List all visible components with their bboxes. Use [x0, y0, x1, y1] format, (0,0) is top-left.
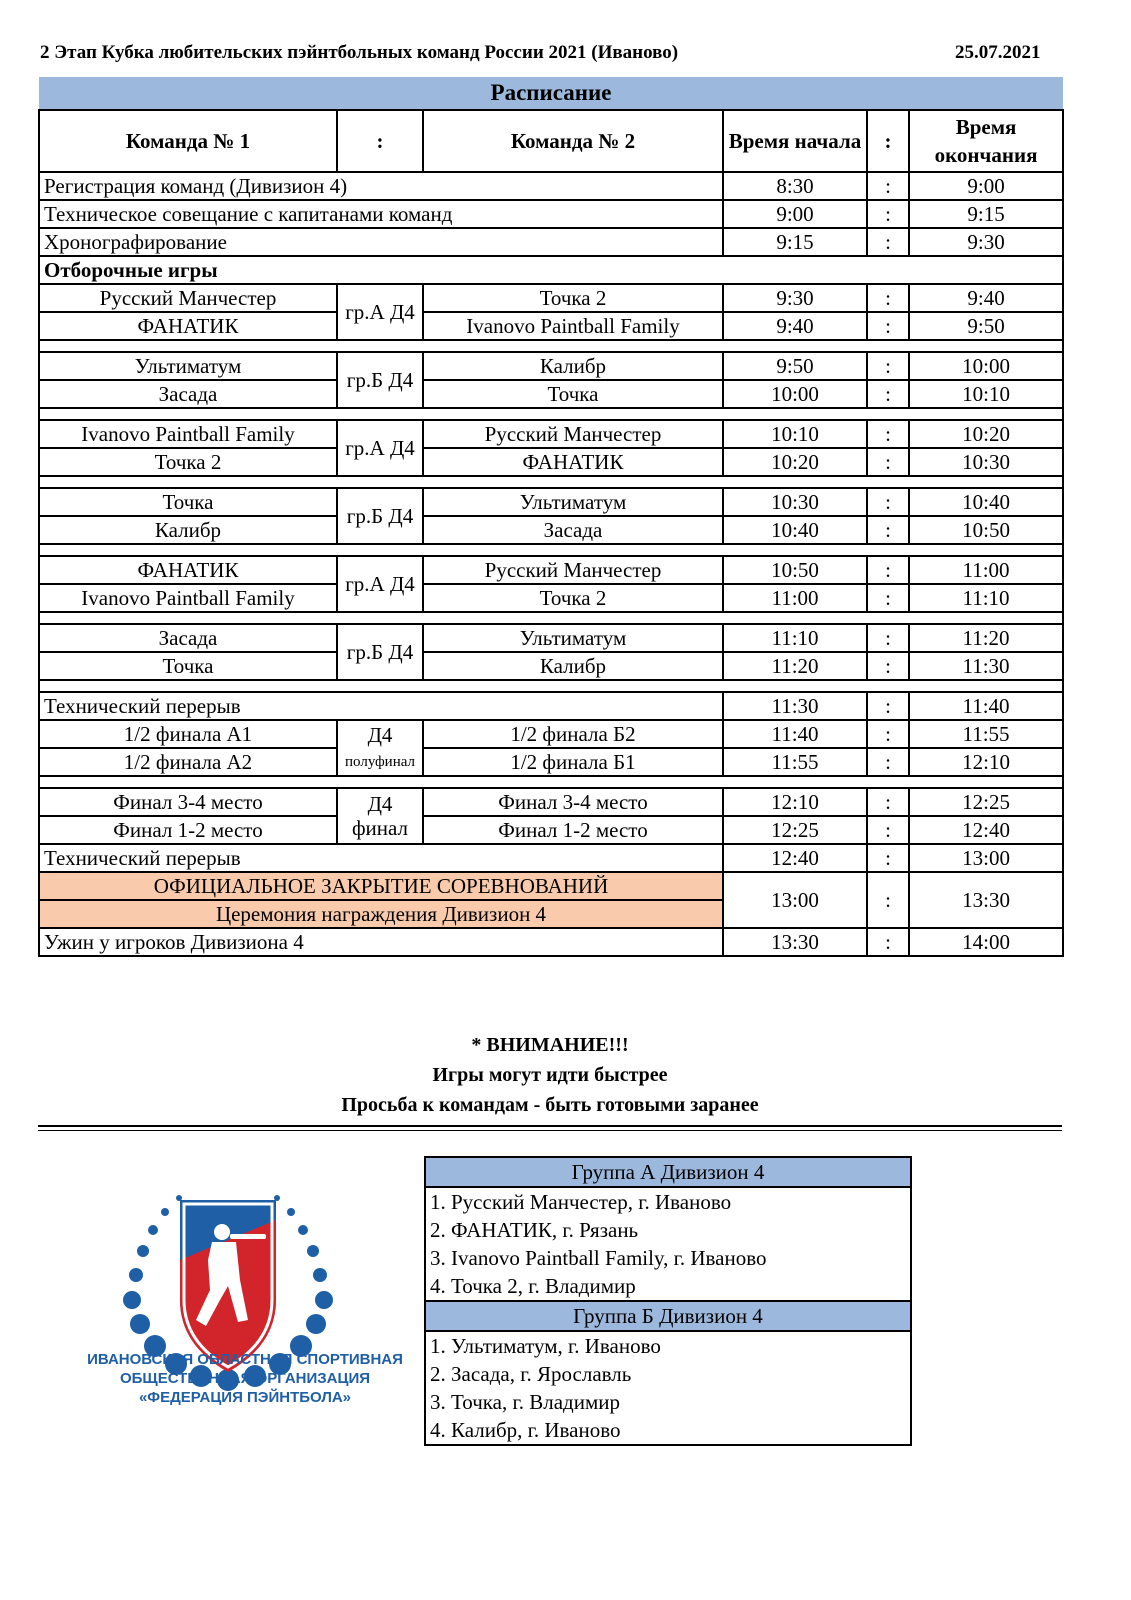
closing-title: ОФИЦИАЛЬНОЕ ЗАКРЫТИЕ СОРЕВНОВАНИЙ: [39, 872, 723, 900]
game-row: [39, 448, 1063, 476]
end-time: 13:30: [909, 872, 1063, 928]
start-time: 10:40: [723, 516, 867, 544]
time-separator: :: [867, 488, 909, 516]
group-b-team: 2. Засада, г. Ярославль: [430, 1362, 632, 1386]
team2: Калибр: [423, 352, 723, 380]
time-separator: :: [867, 584, 909, 612]
team2: Засада: [423, 516, 723, 544]
game-row: [39, 516, 1063, 544]
start-time: 9:30: [723, 284, 867, 312]
stage-name: финал: [351, 816, 409, 840]
start-time: 8:30: [723, 172, 867, 200]
end-time: 9:50: [909, 312, 1063, 340]
start-time: 11:00: [723, 584, 867, 612]
notice-line: Просьба к командам - быть готовыми заранее: [341, 1094, 759, 1116]
notice: [38, 1030, 1062, 1120]
game-row: [39, 652, 1063, 680]
divider: [38, 1125, 1062, 1127]
team2: 1/2 финала Б2: [423, 720, 723, 748]
team2: Русский Манчестер: [423, 420, 723, 448]
team1: Точка 2: [39, 448, 337, 476]
team2: ФАНАТИК: [423, 448, 723, 476]
schedule-banner: Расписание: [39, 77, 1063, 110]
time-separator: :: [867, 816, 909, 844]
group-label: гр.Б Д4: [337, 624, 423, 680]
end-time: 11:40: [909, 692, 1063, 720]
time-separator: :: [867, 872, 909, 928]
end-time: 12:10: [909, 748, 1063, 776]
start-time: 9:40: [723, 312, 867, 340]
game-row: [39, 748, 1063, 776]
game-row: [39, 380, 1063, 408]
time-separator: :: [867, 748, 909, 776]
start-time: 9:15: [723, 228, 867, 256]
start-time: 11:55: [723, 748, 867, 776]
stage-label: [337, 788, 423, 844]
game-row: [39, 584, 1063, 612]
time-separator: :: [867, 200, 909, 228]
end-time: 9:15: [909, 200, 1063, 228]
spacer-row: [39, 776, 1063, 788]
team1: Ivanovo Paintball Family: [39, 420, 337, 448]
group-b-team: 4. Калибр, г. Иваново: [430, 1418, 621, 1442]
team2: Русский Манчестер: [423, 556, 723, 584]
team2: Ivanovo Paintball Family: [423, 312, 723, 340]
schedule-row: [39, 692, 1063, 720]
org-name-line: ИВАНОВСКАЯ ОБЛАСТНАЯ СПОРТИВНАЯ: [87, 1351, 403, 1368]
groups-table: [424, 1156, 912, 1446]
col-team1-header: Команда № 1: [39, 110, 337, 172]
team1: 1/2 финала А2: [39, 748, 337, 776]
event-label: Технический перерыв: [39, 692, 723, 720]
time-separator: :: [867, 380, 909, 408]
end-time: 13:00: [909, 844, 1063, 872]
team2: Калибр: [423, 652, 723, 680]
game-row: [39, 352, 1063, 380]
team2: Точка: [423, 380, 723, 408]
col-sep-header: :: [867, 110, 909, 172]
end-time: 9:40: [909, 284, 1063, 312]
col-end-header: Время окончания: [909, 110, 1063, 172]
start-time: 9:50: [723, 352, 867, 380]
event-label: Регистрация команд (Дивизион 4): [39, 172, 723, 200]
game-row: [39, 284, 1063, 312]
time-separator: :: [867, 788, 909, 816]
team1: 1/2 финала А1: [39, 720, 337, 748]
group-b-team: 1. Ультиматум, г. Иваново: [430, 1334, 661, 1358]
notice-attention: * ВНИМАНИЕ!!!: [471, 1034, 629, 1056]
team1: ФАНАТИК: [39, 556, 337, 584]
start-time: 10:50: [723, 556, 867, 584]
schedule-row: [39, 928, 1063, 956]
col-start-header: Время начала: [723, 110, 867, 172]
schedule-row: [39, 844, 1063, 872]
start-time: 13:00: [723, 872, 867, 928]
time-separator: :: [867, 284, 909, 312]
spacer-row: [39, 680, 1063, 692]
end-time: 11:00: [909, 556, 1063, 584]
start-time: 11:20: [723, 652, 867, 680]
stage-division: Д4: [367, 792, 393, 816]
team2: Финал 3-4 место: [423, 788, 723, 816]
event-label: Ужин у игроков Дивизиона 4: [39, 928, 723, 956]
team2: Ультиматум: [423, 488, 723, 516]
team1: ФАНАТИК: [39, 312, 337, 340]
time-separator: :: [867, 624, 909, 652]
group-a-team: 4. Точка 2, г. Владимир: [430, 1274, 636, 1298]
time-separator: :: [867, 312, 909, 340]
end-time: 10:40: [909, 488, 1063, 516]
game-row: [39, 816, 1063, 844]
group-label: гр.Б Д4: [337, 488, 423, 544]
game-row: [39, 312, 1063, 340]
schedule-table: [38, 77, 1062, 957]
team1: Засада: [39, 624, 337, 652]
start-time: 11:30: [723, 692, 867, 720]
spacer-row: [39, 544, 1063, 556]
event-label: Хронографирование: [39, 228, 723, 256]
end-time: 12:40: [909, 816, 1063, 844]
end-time: 10:30: [909, 448, 1063, 476]
stage-name: полуфинал: [345, 753, 415, 770]
game-row: [39, 788, 1063, 816]
spacer-row: [39, 408, 1063, 420]
group-label: гр.Б Д4: [337, 352, 423, 408]
divider: [38, 1130, 1062, 1131]
team1: Финал 3-4 место: [39, 788, 337, 816]
end-time: 9:00: [909, 172, 1063, 200]
start-time: 12:25: [723, 816, 867, 844]
group-a-header: Группа А Дивизион 4: [425, 1157, 911, 1187]
schedule-row: [39, 200, 1063, 228]
group-a-team: 1. Русский Манчестер, г. Иваново: [430, 1190, 732, 1214]
start-time: 13:30: [723, 928, 867, 956]
stage-label: [337, 720, 423, 776]
time-separator: :: [867, 556, 909, 584]
end-time: 12:25: [909, 788, 1063, 816]
team1: Русский Манчестер: [39, 284, 337, 312]
end-time: 11:10: [909, 584, 1063, 612]
end-time: 10:20: [909, 420, 1063, 448]
col-team2-header: Команда № 2: [423, 110, 723, 172]
group-label: гр.А Д4: [337, 284, 423, 340]
start-time: 11:40: [723, 720, 867, 748]
game-row: [39, 624, 1063, 652]
time-separator: :: [867, 720, 909, 748]
time-separator: :: [867, 172, 909, 200]
team1: Финал 1-2 место: [39, 816, 337, 844]
end-time: 11:20: [909, 624, 1063, 652]
time-separator: :: [867, 352, 909, 380]
start-time: 10:30: [723, 488, 867, 516]
awards-ceremony: Церемония награждения Дивизион 4: [39, 900, 723, 928]
document-date: 25.07.2021: [955, 42, 1041, 63]
group-label: гр.А Д4: [337, 420, 423, 476]
end-time: 9:30: [909, 228, 1063, 256]
org-name-line: «ФЕДЕРАЦИЯ ПЭЙНТБОЛА»: [138, 1389, 352, 1406]
time-separator: :: [867, 692, 909, 720]
end-time: 10:50: [909, 516, 1063, 544]
group-a-team: 2. ФАНАТИК, г. Рязань: [430, 1218, 639, 1242]
group-b-team: 3. Точка, г. Владимир: [430, 1390, 620, 1414]
start-time: 12:10: [723, 788, 867, 816]
spacer-row: [39, 340, 1063, 352]
team2: Точка 2: [423, 284, 723, 312]
team1: Засада: [39, 380, 337, 408]
document-title: 2 Этап Кубка любительских пэйнтбольных команд России 2021 (Иваново): [40, 42, 679, 63]
qualification-title: Отборочные игры: [39, 256, 1063, 284]
org-name-line: ОБЩЕСТВЕННАЯ ОРГАНИЗАЦИЯ: [119, 1370, 371, 1387]
team2: 1/2 финала Б1: [423, 748, 723, 776]
game-row: [39, 720, 1063, 748]
team1: Ivanovo Paintball Family: [39, 584, 337, 612]
time-separator: :: [867, 228, 909, 256]
end-time: 14:00: [909, 928, 1063, 956]
game-row: [39, 556, 1063, 584]
start-time: 10:10: [723, 420, 867, 448]
time-separator: :: [867, 516, 909, 544]
team2: Точка 2: [423, 584, 723, 612]
time-separator: :: [867, 652, 909, 680]
team2: Ультиматум: [423, 624, 723, 652]
team1: Калибр: [39, 516, 337, 544]
time-separator: :: [867, 448, 909, 476]
time-separator: :: [867, 928, 909, 956]
col-sep-header: :: [337, 110, 423, 172]
end-time: 10:10: [909, 380, 1063, 408]
start-time: 9:00: [723, 200, 867, 228]
stage-division: Д4: [367, 722, 393, 747]
game-row: [39, 488, 1063, 516]
team1: Ультиматум: [39, 352, 337, 380]
start-time: 10:20: [723, 448, 867, 476]
closing-row: [39, 872, 1063, 900]
event-label: Техническое совещание с капитанами команд: [39, 200, 723, 228]
spacer-row: [39, 476, 1063, 488]
time-separator: :: [867, 420, 909, 448]
group-b-header: Группа Б Дивизион 4: [425, 1301, 911, 1331]
start-time: 10:00: [723, 380, 867, 408]
team1: Точка: [39, 652, 337, 680]
team2: Финал 1-2 место: [423, 816, 723, 844]
end-time: 11:55: [909, 720, 1063, 748]
notice-line: Игры могут идти быстрее: [432, 1064, 668, 1086]
team1: Точка: [39, 488, 337, 516]
event-label: Технический перерыв: [39, 844, 723, 872]
schedule-row: [39, 172, 1063, 200]
start-time: 11:10: [723, 624, 867, 652]
game-row: [39, 420, 1063, 448]
start-time: 12:40: [723, 844, 867, 872]
end-time: 10:00: [909, 352, 1063, 380]
spacer-row: [39, 612, 1063, 624]
group-label: гр.А Д4: [337, 556, 423, 612]
time-separator: :: [867, 844, 909, 872]
end-time: 11:30: [909, 652, 1063, 680]
schedule-row: [39, 228, 1063, 256]
group-a-team: 3. Ivanovo Paintball Family, г. Иваново: [430, 1246, 767, 1270]
